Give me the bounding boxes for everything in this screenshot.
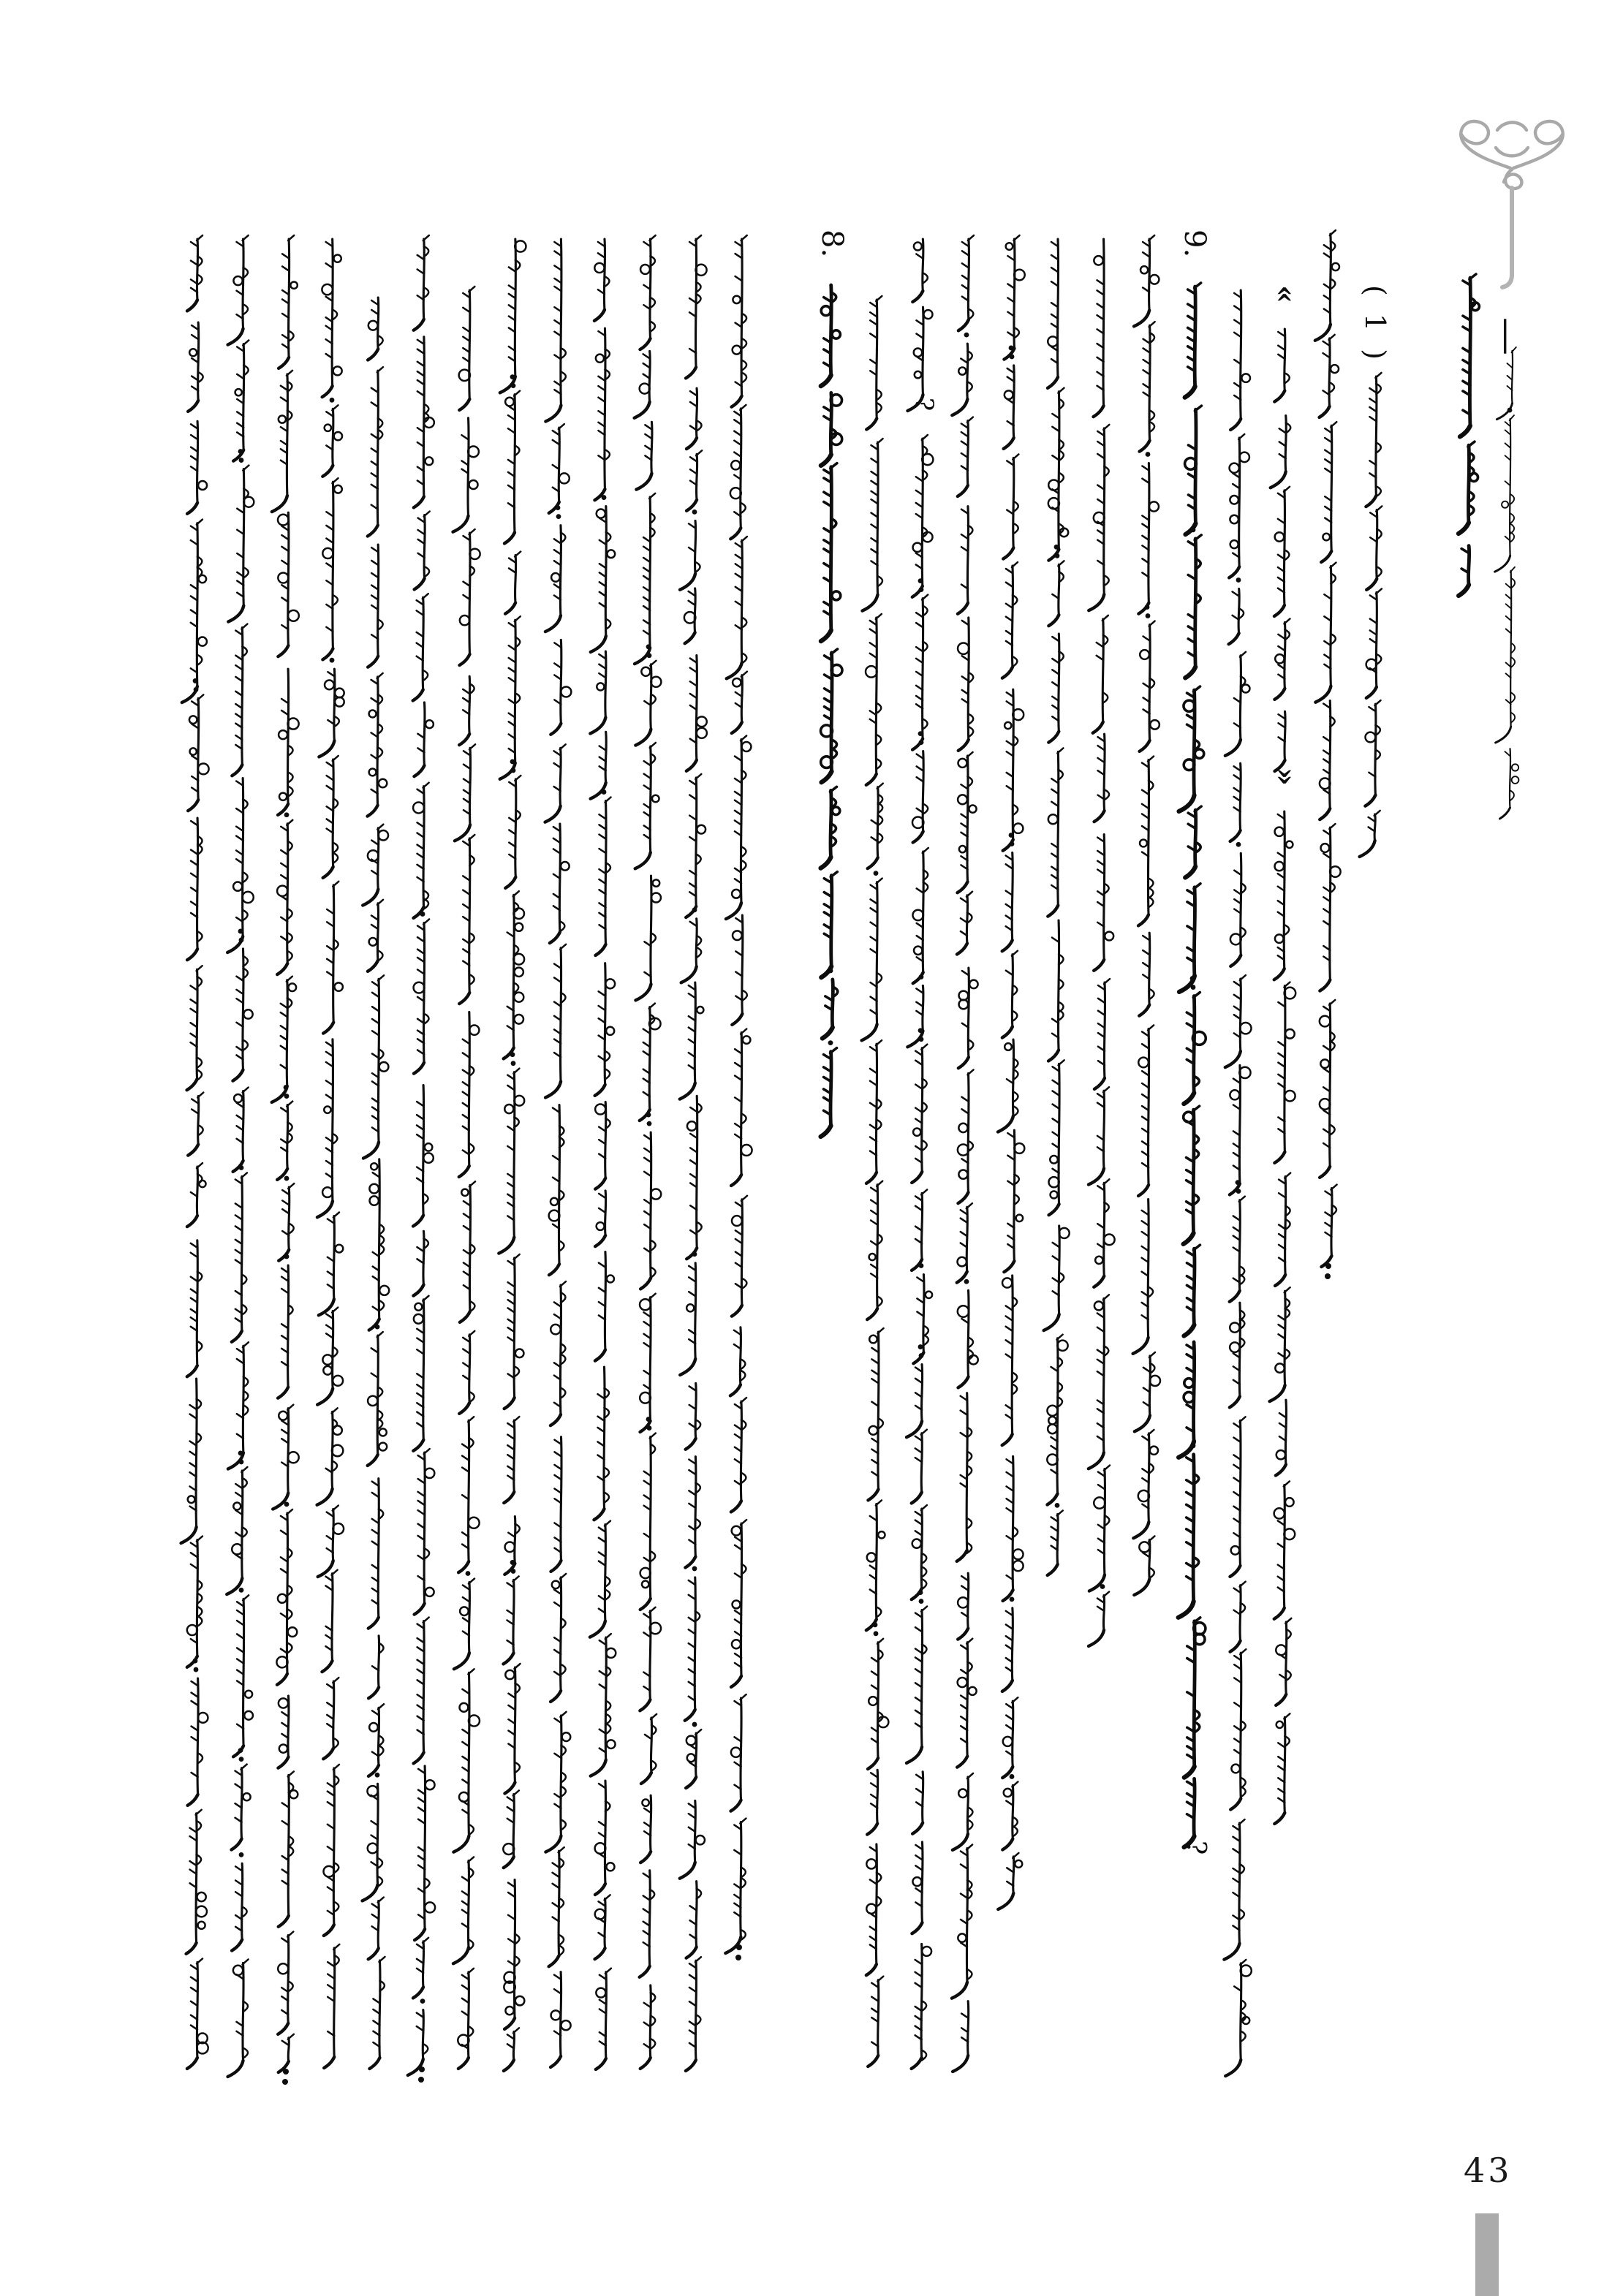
question-mark-upper: ? xyxy=(909,398,939,412)
text-column-body-line-question-end xyxy=(907,239,932,411)
text-column-body-line xyxy=(317,239,344,2068)
text-column-body-line xyxy=(227,235,254,2077)
text-column-body-line-after-quote-open xyxy=(1271,329,1291,771)
section-number-(1): ( 1 ) xyxy=(1359,285,1391,364)
text-column-section-heading-text xyxy=(1360,373,1382,857)
text-column-body-line-after-quote-close xyxy=(1270,811,1296,1824)
text-column-paragraph-start xyxy=(453,287,480,2069)
text-column-body-line xyxy=(590,239,616,2069)
text-column-body-line xyxy=(181,235,209,2069)
question-mark-lower: ? xyxy=(1181,1841,1211,1855)
text-column-paragraph-start xyxy=(862,296,889,2066)
page-edge-bar xyxy=(1475,2213,1499,2296)
quote-close-guillemet: » xyxy=(1268,768,1303,786)
text-column-body-line xyxy=(1044,239,1070,1575)
text-column-chapter-title xyxy=(1459,274,1479,596)
page-number: 43 xyxy=(1464,2151,1513,2190)
text-column-body-line xyxy=(1315,230,1341,1279)
text-column-body-line xyxy=(998,235,1025,1909)
text-column-body-line xyxy=(545,239,572,2067)
text-column-question-9-text xyxy=(1179,283,1206,1847)
text-column-body-line xyxy=(952,235,978,2072)
text-column-body-line xyxy=(408,235,435,2083)
text-column-body-line xyxy=(725,235,752,1960)
text-column-body-line xyxy=(272,235,299,2085)
text-column-running-header xyxy=(1495,347,1519,819)
text-column-body-line xyxy=(1224,290,1251,2076)
text-column-body-line xyxy=(1089,239,1115,1646)
flourish-icon xyxy=(1461,121,1563,287)
text-column-body-line xyxy=(680,235,707,2071)
text-column-body-line xyxy=(1133,235,1160,1595)
quote-open-guillemet: « xyxy=(1268,285,1303,303)
header-dash: — xyxy=(1486,317,1529,355)
text-column-body-line xyxy=(635,235,662,2069)
text-column-body-line xyxy=(907,435,933,2069)
text-column-paragraph-start xyxy=(363,298,390,2069)
text-column-body-line xyxy=(499,239,526,2071)
text-column-question-8-text xyxy=(821,285,842,1137)
question-number-9: 9. xyxy=(1178,230,1211,258)
question-number-8: 8. xyxy=(815,230,849,258)
